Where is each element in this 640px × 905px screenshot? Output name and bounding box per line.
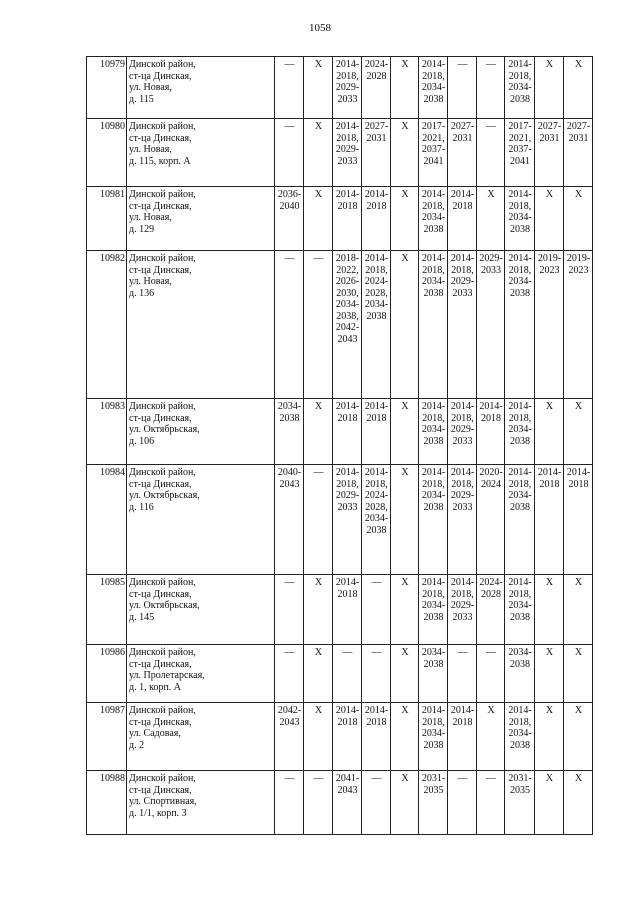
period-cell: X	[391, 57, 419, 119]
period-cell: —	[333, 645, 362, 703]
period-cell: 2014- 2018, 2034- 2038	[505, 399, 535, 465]
period-cell: 2014- 2018	[333, 703, 362, 771]
period-cell: —	[362, 771, 391, 835]
period-cell: 2027- 2031	[362, 119, 391, 187]
page-number: 1058	[309, 22, 331, 34]
table-row	[87, 251, 593, 399]
period-cell: X	[391, 119, 419, 187]
period-cell: 2014- 2018	[333, 575, 362, 645]
period-cell: 2014- 2018, 2034- 2038	[419, 251, 448, 399]
register-body	[87, 57, 593, 835]
row-number: 10979	[87, 57, 127, 119]
period-cell: X	[391, 399, 419, 465]
period-cell: 2031- 2035	[419, 771, 448, 835]
period-cell: 2034- 2038	[419, 645, 448, 703]
period-cell: 2019- 2023	[535, 251, 564, 399]
table-row	[87, 187, 593, 251]
period-cell: X	[564, 703, 593, 771]
period-cell: 2040- 2043	[275, 465, 304, 575]
row-number: 10986	[87, 645, 127, 703]
period-cell: 2019- 2023	[564, 251, 593, 399]
period-cell: X	[304, 399, 333, 465]
period-cell: 2034- 2038	[275, 399, 304, 465]
period-cell: 2027- 2031	[448, 119, 477, 187]
period-cell: —	[448, 57, 477, 119]
period-cell: X	[535, 399, 564, 465]
period-cell: X	[391, 575, 419, 645]
period-cell: 2024- 2028	[477, 575, 505, 645]
period-cell: 2014- 2018, 2034- 2038	[419, 57, 448, 119]
period-cell: X	[477, 187, 505, 251]
period-cell: 2014- 2018, 2029- 2033	[333, 57, 362, 119]
period-cell: 2014- 2018	[535, 465, 564, 575]
period-cell: —	[304, 251, 333, 399]
period-cell: 2014- 2018	[448, 703, 477, 771]
period-cell: —	[477, 771, 505, 835]
period-cell: 2014- 2018, 2024- 2028, 2034- 2038	[362, 251, 391, 399]
period-cell: —	[362, 645, 391, 703]
address-cell: Динской район, ст-ца Динская, ул. Пролетарская, д. 1, корп. А	[127, 645, 275, 703]
period-cell: X	[535, 187, 564, 251]
period-cell: 2014- 2018	[448, 187, 477, 251]
period-cell: 2017- 2021, 2037- 2041	[419, 119, 448, 187]
period-cell: X	[564, 187, 593, 251]
period-cell: X	[304, 187, 333, 251]
row-number: 10982	[87, 251, 127, 399]
period-cell: —	[477, 119, 505, 187]
row-number: 10984	[87, 465, 127, 575]
period-cell: X	[564, 399, 593, 465]
address-cell: Динской район, ст-ца Динская, ул. Спортивная, д. 1/1, корп. 3	[127, 771, 275, 835]
table-row	[87, 119, 593, 187]
table-row	[87, 465, 593, 575]
row-number: 10985	[87, 575, 127, 645]
period-cell: X	[391, 465, 419, 575]
row-number: 10987	[87, 703, 127, 771]
period-cell: X	[304, 119, 333, 187]
period-cell: 2020- 2024	[477, 465, 505, 575]
period-cell: 2014- 2018, 2024- 2028, 2034- 2038	[362, 465, 391, 575]
period-cell: 2014- 2018, 2029- 2033	[448, 251, 477, 399]
period-cell: 2034- 2038	[505, 645, 535, 703]
table-row	[87, 645, 593, 703]
period-cell: 2014- 2018, 2034- 2038	[505, 703, 535, 771]
register-table	[86, 56, 593, 835]
period-cell: 2014- 2018	[362, 399, 391, 465]
address-cell: Динской район, ст-ца Динская, ул. Октябрьская, д. 116	[127, 465, 275, 575]
period-cell: —	[448, 645, 477, 703]
period-cell: 2042- 2043	[275, 703, 304, 771]
table-row	[87, 771, 593, 835]
period-cell: 2014- 2018	[333, 399, 362, 465]
period-cell: —	[304, 771, 333, 835]
period-cell: X	[535, 645, 564, 703]
period-cell: X	[535, 57, 564, 119]
period-cell: X	[477, 703, 505, 771]
period-cell: —	[362, 575, 391, 645]
period-cell: 2014- 2018, 2034- 2038	[419, 575, 448, 645]
period-cell: X	[564, 57, 593, 119]
period-cell: 2014- 2018, 2034- 2038	[505, 57, 535, 119]
period-cell: X	[535, 575, 564, 645]
period-cell: X	[535, 703, 564, 771]
period-cell: —	[477, 57, 505, 119]
period-cell: 2014- 2018, 2034- 2038	[505, 575, 535, 645]
period-cell: 2014- 2018	[564, 465, 593, 575]
period-cell: 2014- 2018, 2029- 2033	[448, 465, 477, 575]
period-cell: 2041- 2043	[333, 771, 362, 835]
period-cell: 2014- 2018	[362, 187, 391, 251]
period-cell: 2031- 2035	[505, 771, 535, 835]
period-cell: X	[304, 575, 333, 645]
period-cell: —	[275, 771, 304, 835]
period-cell: 2024- 2028	[362, 57, 391, 119]
period-cell: —	[275, 119, 304, 187]
period-cell: —	[275, 645, 304, 703]
address-cell: Динской район, ст-ца Динская, ул. Новая, д. 115	[127, 57, 275, 119]
period-cell: 2027- 2031	[535, 119, 564, 187]
period-cell: 2014- 2018	[362, 703, 391, 771]
period-cell: 2014- 2018, 2034- 2038	[419, 465, 448, 575]
period-cell: 2014- 2018, 2034- 2038	[505, 465, 535, 575]
period-cell: 2029- 2033	[477, 251, 505, 399]
table-row	[87, 57, 593, 119]
period-cell: X	[391, 703, 419, 771]
period-cell: 2014- 2018, 2029- 2033	[333, 465, 362, 575]
period-cell: 2014- 2018, 2029- 2033	[448, 575, 477, 645]
period-cell: 2014- 2018, 2034- 2038	[505, 251, 535, 399]
address-cell: Динской район, ст-ца Динская, ул. Садовая, д. 2	[127, 703, 275, 771]
period-cell: X	[564, 771, 593, 835]
address-cell: Динской район, ст-ца Динская, ул. Новая, д. 136	[127, 251, 275, 399]
period-cell: X	[564, 575, 593, 645]
row-number: 10981	[87, 187, 127, 251]
period-cell: 2014- 2018	[477, 399, 505, 465]
period-cell: X	[391, 771, 419, 835]
period-cell: X	[304, 703, 333, 771]
table-row	[87, 575, 593, 645]
period-cell: X	[535, 771, 564, 835]
table-row	[87, 703, 593, 771]
period-cell: 2014- 2018, 2034- 2038	[419, 399, 448, 465]
period-cell: 2014- 2018, 2029- 2033	[333, 119, 362, 187]
address-cell: Динской район, ст-ца Динская, ул. Новая, д. 115, корп. А	[127, 119, 275, 187]
period-cell: —	[275, 57, 304, 119]
period-cell: 2014- 2018	[333, 187, 362, 251]
period-cell: X	[304, 57, 333, 119]
period-cell: X	[564, 645, 593, 703]
period-cell: —	[304, 465, 333, 575]
period-cell: X	[304, 645, 333, 703]
period-cell: —	[477, 645, 505, 703]
period-cell: —	[448, 771, 477, 835]
period-cell: X	[391, 251, 419, 399]
address-cell: Динской район, ст-ца Динская, ул. Октябрьская, д. 106	[127, 399, 275, 465]
address-cell: Динской район, ст-ца Динская, ул. Октябрьская, д. 145	[127, 575, 275, 645]
row-number: 10980	[87, 119, 127, 187]
period-cell: —	[275, 251, 304, 399]
period-cell: 2027- 2031	[564, 119, 593, 187]
period-cell: 2014- 2018, 2029- 2033	[448, 399, 477, 465]
period-cell: 2014- 2018, 2034- 2038	[505, 187, 535, 251]
period-cell: 2018- 2022, 2026- 2030, 2034- 2038, 2042- 2043	[333, 251, 362, 399]
row-number: 10983	[87, 399, 127, 465]
period-cell: —	[275, 575, 304, 645]
period-cell: 2014- 2018, 2034- 2038	[419, 703, 448, 771]
period-cell: 2017- 2021, 2037- 2041	[505, 119, 535, 187]
address-cell: Динской район, ст-ца Динская, ул. Новая, д. 129	[127, 187, 275, 251]
period-cell: 2014- 2018, 2034- 2038	[419, 187, 448, 251]
period-cell: X	[391, 645, 419, 703]
period-cell: 2036- 2040	[275, 187, 304, 251]
table-row	[87, 399, 593, 465]
row-number: 10988	[87, 771, 127, 835]
period-cell: X	[391, 187, 419, 251]
